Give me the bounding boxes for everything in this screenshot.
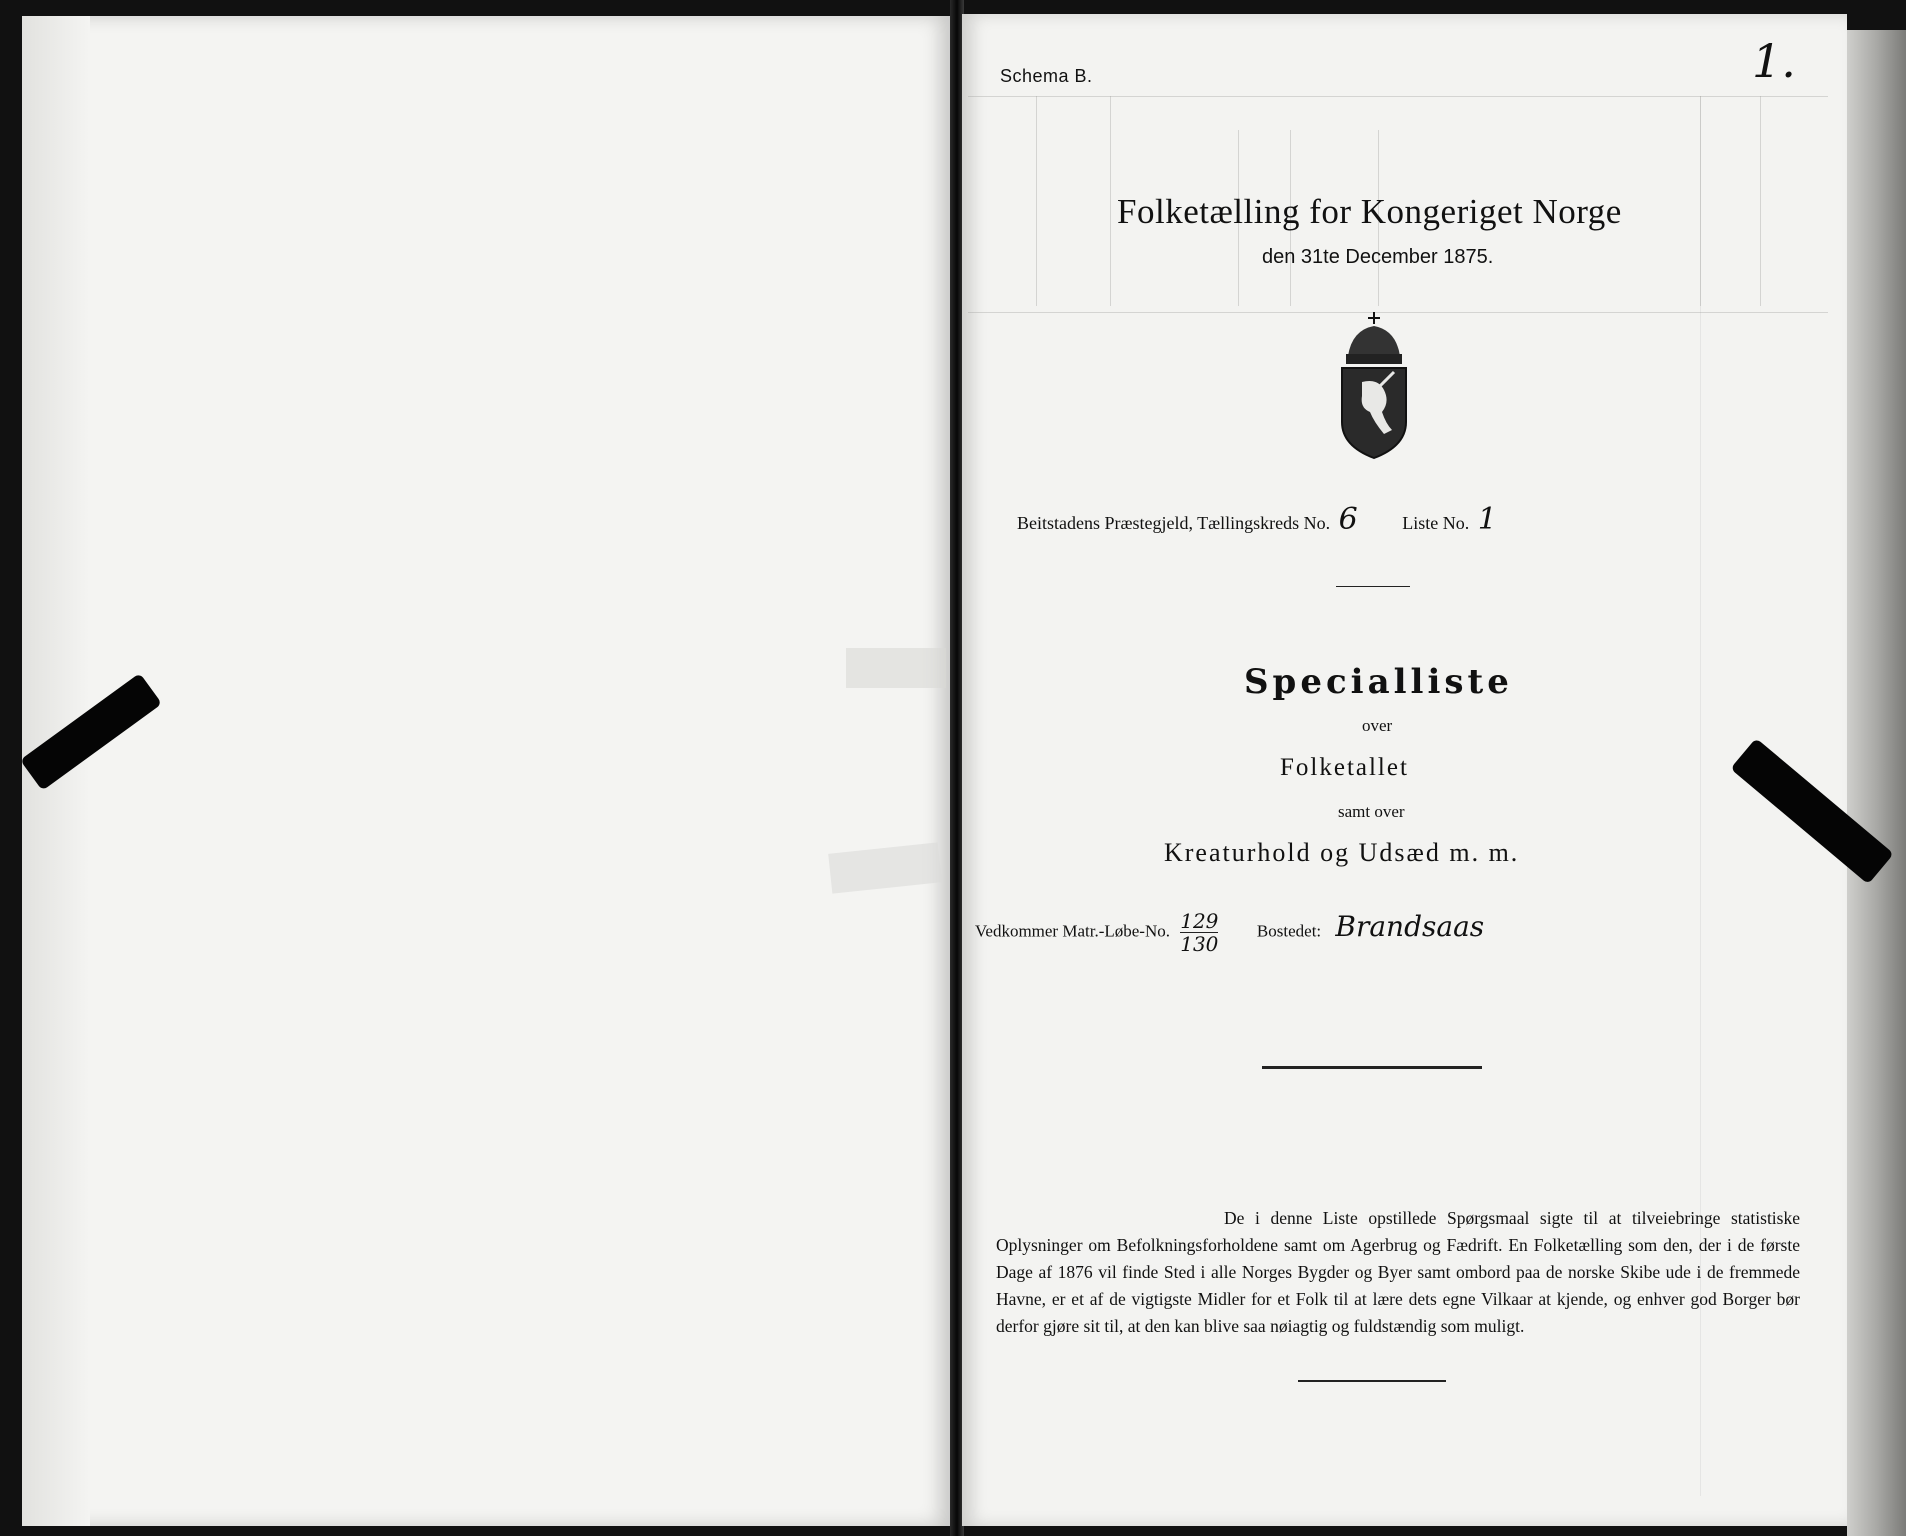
coat-of-arms-icon: [1334, 312, 1414, 460]
matr-label: Vedkommer Matr.-Løbe-No.: [975, 921, 1170, 941]
schema-label: Schema B.: [1000, 66, 1093, 86]
special-list-title: Specialliste: [1244, 662, 1513, 702]
separator-rule-1: [1336, 586, 1410, 587]
explanatory-paragraph: De i denne Liste opstillede Spørgsmaal sigte til at tilveiebringe statistiske Oplysninger om Befolkningsforholdene samt om Agerbrug og Fædrift. En Folketælling som den, der i de første Dage af 1876 vil finde Sted i alle Norges Bygder og Byer samt ombord paa de norske Skibe ude i de fremmede Havne, er et af de vigtigste Midler for et Folk til at lære dets egne Vilkaar at kjende, og enhver god Borger bør derfor gjøre sit til, at den kan blive saa nøiagtig og fuldstændig som muligt.: [996, 1208, 1800, 1336]
liste-value: 1: [1477, 502, 1497, 537]
bostedet-value: Brandsaas: [1335, 910, 1485, 944]
left-page: [22, 16, 950, 1526]
matr-value: [1180, 910, 1218, 955]
ornamental-rule: [1262, 1066, 1482, 1069]
over-text: over: [1362, 716, 1393, 735]
left-page-stain: [846, 648, 946, 688]
separator-rule-bottom: [1298, 1380, 1446, 1382]
census-date: den 31te December 1875.: [1262, 246, 1494, 268]
folketallet-heading: Folketallet: [1280, 754, 1409, 781]
kreds-label: Tællingskreds No.: [1197, 513, 1331, 533]
kreds-value: 6: [1338, 502, 1358, 537]
matr-line: [975, 910, 1484, 955]
bostedet-label: Bostedet:: [1256, 921, 1322, 941]
samt-over-text: samt over: [1338, 802, 1405, 821]
page-number: 1.: [1752, 34, 1796, 88]
census-title: Folketælling for Kongeriget Norge: [1117, 192, 1622, 231]
kreaturhold-heading: Kreaturhold og Udsæd m. m.: [1164, 838, 1520, 867]
district-line: [1017, 502, 1501, 537]
liste-label: Liste No.: [1402, 513, 1470, 533]
parish-name: Beitstadens Præstegjeld,: [1017, 513, 1193, 533]
matr-value-bottom: 130: [1180, 932, 1219, 956]
right-page-stack-edge: [1847, 30, 1906, 1536]
matr-value-top: 129: [1180, 909, 1219, 933]
